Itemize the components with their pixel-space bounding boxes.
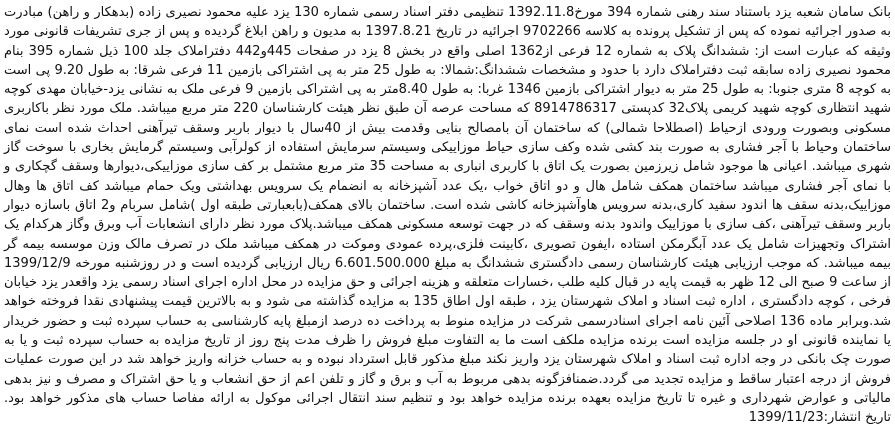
auction-notice-text: بانک سامان شعبه یزد باستناد سند رهنی شماره 394 مورخ1392.11.8 تنظیمی دفتر اسناد رسمی شماره 130 یزد علیه محمود نصیری زاده (بدهکار و راهن) مبادرت به صدور اجرائیه نموده که پس از تشکیل پرونده به کلاسه 9702266 اجرائیه در تاریخ 1397.8.21 به مدیون و راهن ابلاغ گردیده و پس از جری تشریفات قانونی مورد وثیقه که عبارت است از: ششدانگ پلاک به شماره 12 فرعی از1362 اصلی واقع در بخش 8 یزد در صفحات 445و442 دفتراملاک جلد 100 ذیل شماره 395 بنام محمود نصیری زاده سابقه ثبت دفتراملاک دارد با حدود و مشخصات ششدانگ:شمالا: به طول 25 متر به پی اشتراکی بازمین 11 فرعی شرقا: به طول 9.20 پی است به کوچه 8 متری جنوبا: به طول 25 متر به دیوار اشتراکی بازمین 1346 غربا: به طول 8.40متر به پی اشتراکی بازمین 9 فرعی ملک به نشانی یزد-خیابان مهدی کوچه شهید انتظاری کوچه شهید کریمی پلاک32 کدپستی 8914786317 که مساحت عرصه آن طبق نظر هیئت کارشناسان 220 متر مربع میباشد. ملک مورد نظر باکاربری مسکونی وبصورت ورودی ازحیاط (اصطلاحا شمالی) که ساختمان آن بامصالح بنایی وقدمت بیش از 40سال با دیوار باربر وسقف تیرآهنی احداث شده است نمای ساختمان وحیاط با آجر فشاری به صورت بند کشی شده وکف سازی حیاط موزاییکی وسیستم سرمایش استفاده از کولرآبی وسیستم گرمایش بخاری با سوخت گاز شهری میباشد. اعیانی ها موجود شامل زیرزمین بصورت یک اتاق با کاربری انباری به مساحت 35 متر مربع مشتمل بر کف سازی موزاییکی،دیوارها وسقف گچکاری و با نمای آجر فشاری میباشد ساختمان همکف شامل هال و دو اتاق خواب ،یک عدد آشپزخانه به انضمام یک سرویس بهداشتی ویک حمام میباشد کف اتاق ها وهال موزاییک،بدنه سقف ها اندود سفید کاری،بدنه سرویس هاوآشپزخانه کاشی شده است. ساختمان بالای همکف(بابعبارتی طبقه اول )شامل سربام و2 اتاق باسازه دیوار باربر وسقف تیرآهنی ،کف سازی با موزاییک واندود بدنه وسقف که در جهت توسعه مسکونی همکف میباشد.پلاک مورد نظر دارای انشعابات آب وبرق وگاز هرکدام یک اشتراک وتجهیزات شامل یک عدد آبگرمکن استاده ،ایفون تصویری ،کابینت فلزی،پرده عمودی وموکت در همکف میباشد ملک در تصرف مالک وزن موسسه بیمه گر بیمه میباشد. که موجب ارزیابی هیئت کارشناسان رسمی دادگستری ششدانگ به مبلغ 6.601.500.000 ریال ارزیابی گردیده است و در روزشنبه مورخه 1399/12/9 از ساعت 9 صبح الی 12 ظهر به قیمت پایه در قبال کلیه طلب ،خسارات متعلقه و هزینه اجرائی و حق مزایده در محل اداره اجرای اسناد رسمی یزد واقعدر یزد خیابان فرخی ، کوچه دادگستری ، اداره ثبت اسناد و املاک شهرستان یزد ، طبقه اول اطاق 135 به مزایده گذاشته می شود و به بالاترین قیمت پیشنهادی نقدا فروخته خواهد شد.وبرابر ماده 136 اصلاحی آئین نامه اجرای اسنادرسمی شرکت در مزایده منوط به پرداخت ده درصد ازمبلغ پایه کارشناسی به حساب سپرده ثبت و حضور خریدار یا نماینده قانونی او در جلسه مزایده است برنده مزایده ملکف است ما به التفاوت مبلغ فروش را ظرف مدت پنج روز از تاریخ مزایده به حساب سپرده ثبت و یا به صورت چک بانکی در وجه اداره ثبت اسناد و املاک شهرستان یزد واریز نکند مبلغ مذکور قابل استرداد نبوده و به حساب خزانه واریز خواهد شد در این صورت عملیات فروش از درجه اعتبار ساقط و مزایده تجدید می گردد.ضمنافزگونه بدهی مربوط به آب و برق و گاز و تلفن اعم از حق انشعاب و یا حق اشتراک و مصرف و نیز بدهی مالیاتی و عوارض شهرداری و غیره تا تاریخ مزایده بعهده برنده مزایده خواهد بود و تنظیم سند انتقال اجرائی موکول به ارائه مفاصا حساب های مذکور خواهد بود. تاریخ انتشار:1399/11/23 — [4, 5, 892, 426]
